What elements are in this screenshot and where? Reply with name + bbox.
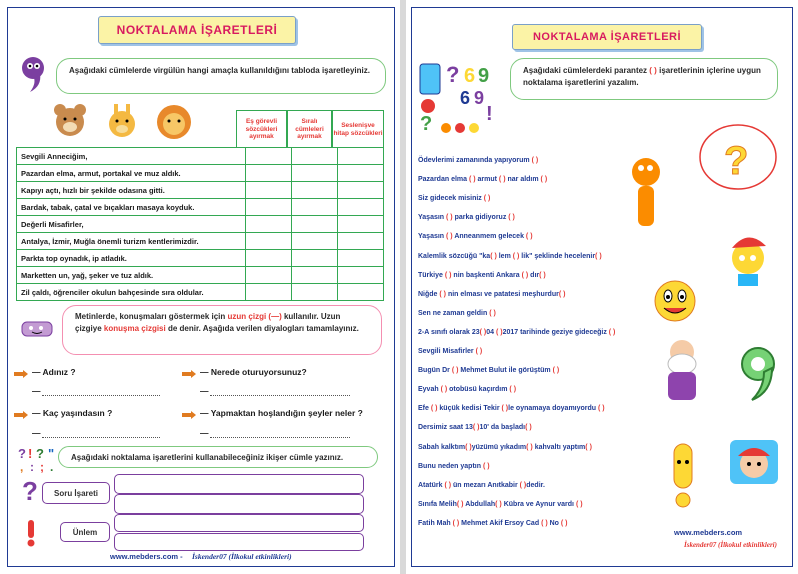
blank-parenthesis[interactable]: ( ) (440, 386, 448, 394)
left-title-banner (98, 16, 296, 44)
answer-line[interactable] (210, 436, 350, 438)
svg-text:?: ? (420, 113, 433, 135)
left-instruction: Aşağıdaki cümlelerde virgülün hangi amaçla kullanıldığını tabloda işaretleyiniz. (69, 66, 370, 75)
blank-parenthesis[interactable]: ( ) (508, 214, 515, 222)
smiley-face-icon (652, 278, 698, 324)
sentence-text: Mehmet Bulut ile görüştüm (458, 367, 553, 375)
row-sentence: Zil çaldı, öğrenciler okulun bahçesinde sıra oldular. (17, 284, 246, 301)
check-cell[interactable] (246, 250, 292, 267)
check-cell[interactable] (338, 182, 384, 199)
blank-parenthesis[interactable]: ( ) (498, 176, 506, 184)
check-cell[interactable] (338, 284, 384, 301)
sentence-line (418, 157, 538, 164)
svg-text:,: , (20, 460, 24, 473)
sentence-text: Kübra ve Aynur vardı (501, 500, 576, 508)
row-sentence: Kapıyı açtı, hızlı bir şekilde odasına gitti. (17, 182, 246, 199)
row-sentence: Marketten un, yağ, şeker ve tuz aldık. (17, 267, 246, 284)
row-sentence: Parkta top oynadık, ip atladık. (17, 250, 246, 267)
punctuation-marks-icon (16, 445, 64, 473)
sentence-text: Ödevlerimi zamanında yapıyorum (418, 157, 532, 164)
sentence-text: parka gidiyoruz (452, 214, 509, 222)
answer-line[interactable] (42, 394, 160, 396)
check-cell[interactable] (292, 267, 338, 284)
right-footer-site[interactable]: www.mebders.com (674, 528, 743, 537)
blank-parenthesis[interactable]: ( ) (585, 443, 592, 451)
sentence-text: yüzümü yıkadım (471, 443, 527, 451)
svg-text:!: ! (28, 446, 33, 461)
sentence-text: Dersimiz saat 13 (418, 424, 473, 432)
blank-parenthesis[interactable]: ( ) (444, 271, 452, 279)
blank-parenthesis[interactable]: ( ) (490, 252, 497, 260)
sentence-line (418, 424, 532, 431)
check-cell[interactable] (246, 182, 292, 199)
arrow-right-icon (14, 411, 28, 419)
svg-text:?: ? (18, 446, 26, 461)
question-sentence-2-box[interactable] (114, 494, 364, 514)
parenthesis-symbol: ( ) (649, 66, 657, 75)
question-sentence-1-box[interactable] (114, 474, 364, 494)
sentence-text: lem (496, 252, 513, 260)
arrow-right-icon (182, 370, 196, 378)
sentence-text: 2-A sınıfı olarak 23 (418, 328, 480, 336)
blank-parenthesis[interactable]: ( ) (521, 271, 529, 279)
sentence-line (418, 386, 516, 393)
write-instruction-bubble (58, 446, 378, 468)
right-instruction-bubble: Aşağıdaki cümlelerdeki parantez ( ) işaretlerinin içlerine uygun noktalama işaretlerini yazalım. (510, 58, 778, 100)
blank-parenthesis[interactable]: ( ) (439, 290, 446, 298)
dialog-answer-dash: — (32, 428, 41, 438)
row-sentence: Antalya, İzmir, Muğla önemli turizm kentlerimizdir. (17, 233, 246, 250)
row-sentence: Pazardan elma, armut, portakal ve muz aldık. (17, 165, 246, 182)
sentence-text: Abdullah (463, 500, 496, 508)
svg-text:9: 9 (474, 88, 485, 108)
sentence-text: nar aldım (505, 176, 541, 184)
blank-parenthesis[interactable]: ( ) (483, 195, 491, 203)
check-cell[interactable] (246, 148, 292, 165)
exclamation-character-icon (662, 440, 704, 510)
check-cell[interactable] (292, 250, 338, 267)
arrow-right-icon (182, 411, 196, 419)
blank-parenthesis[interactable]: ( ) (526, 443, 533, 451)
table-row (17, 284, 384, 301)
table-header-address: Seslenişve hitap sözcükleri (332, 110, 384, 148)
left-instruction-bubble (56, 58, 386, 94)
svg-text:9: 9 (478, 65, 490, 87)
check-cell[interactable] (246, 284, 292, 301)
blank-parenthesis[interactable]: ( ) (451, 367, 459, 375)
dialog-answer-dash: — (32, 386, 41, 396)
check-cell[interactable] (338, 250, 384, 267)
blank-parenthesis[interactable]: ( ) (540, 176, 548, 184)
sentence-text: Pazardan elma (418, 176, 469, 184)
row-sentence: Bardak, tabak, çatal ve bıçakları masaya koyduk. (17, 199, 246, 216)
svg-text:!: ! (486, 103, 493, 125)
blank-parenthesis[interactable]: ( ) (541, 519, 548, 527)
table-row (17, 165, 384, 182)
sentence-text: Sınıfa Melih (418, 500, 457, 508)
blank-parenthesis[interactable]: ( ) (525, 424, 532, 432)
table-row (17, 267, 384, 284)
sentence-text: Niğde (418, 290, 440, 298)
sentence-text: Yaşasın (418, 214, 447, 222)
blank-parenthesis[interactable]: ( ) (560, 519, 568, 527)
check-cell[interactable] (338, 165, 384, 182)
svg-text:?: ? (446, 62, 460, 87)
sentence-text: dedir. (526, 481, 545, 489)
check-cell[interactable] (292, 182, 338, 199)
blank-parenthesis[interactable]: ( ) (512, 252, 520, 260)
sentence-line (418, 233, 533, 240)
svg-text:?: ? (22, 476, 38, 506)
check-cell[interactable] (292, 165, 338, 182)
left-title: NOKTALAMA İŞARETLERİ (116, 23, 278, 37)
dialog-question-age: — Kaç yaşındasın ? (32, 408, 113, 418)
sentence-text: dır (528, 271, 540, 279)
sentence-text: Yaşasın (418, 233, 447, 241)
sentence-line (418, 310, 496, 317)
blank-parenthesis[interactable]: ( ) (482, 462, 490, 470)
sentence-text: lik" şeklinde hecelenir (519, 252, 596, 260)
kid-with-cap-icon (724, 228, 774, 288)
left-footer-author: İskender07 (İlkokul etkinlikleri) (192, 552, 292, 561)
sentence-line (418, 444, 592, 451)
arrow-right-icon (14, 370, 28, 378)
dash-info-bubble: Metinlerde, konuşmaları göstermek için uzun çizgi (—) kullanılır. Uzun çizgiye konuşma çizgisi de denir. Aşağıda verilen diyalogları tamamlayınız. (62, 305, 382, 355)
check-cell[interactable] (246, 199, 292, 216)
right-title-banner (512, 24, 702, 50)
blank-parenthesis[interactable]: ( ) (598, 405, 605, 413)
sentence-text: le oynamaya doyamıyordu (508, 405, 599, 413)
row-sentence: Değerli Misafirler, (17, 216, 246, 233)
punctuation-crowd-icon (416, 60, 508, 142)
blank-parenthesis[interactable]: ( ) (456, 500, 464, 508)
sentence-line (418, 520, 568, 527)
blank-parenthesis[interactable]: ( ) (479, 328, 487, 336)
blank-parenthesis[interactable]: ( ) (558, 290, 566, 298)
sentence-text: 10' da başladı (479, 424, 526, 432)
sentence-text: otobüsü kaçırdım (447, 386, 510, 394)
sentence-text: ün mezarı Anıtkabir (451, 481, 520, 489)
blank-parenthesis[interactable]: ( ) (468, 176, 476, 184)
sentence-text: Bugün Dr (418, 367, 452, 375)
sentence-text: Anneanmem gelecek (452, 233, 526, 241)
blank-parenthesis[interactable]: ( ) (472, 424, 480, 432)
sentence-line (418, 195, 490, 202)
exclamation-label-box: Ünlem (60, 522, 110, 542)
question-mark-icon (20, 476, 40, 506)
blank-parenthesis[interactable]: ( ) (489, 309, 496, 317)
check-cell[interactable] (292, 199, 338, 216)
comma-nine-icon (736, 342, 782, 404)
blank-parenthesis[interactable]: ( ) (539, 271, 546, 279)
check-cell[interactable] (338, 199, 384, 216)
blank-parenthesis[interactable]: ( ) (444, 481, 452, 489)
blank-parenthesis[interactable]: ( ) (446, 233, 453, 241)
table-row (17, 233, 384, 250)
blank-parenthesis[interactable]: ( ) (595, 252, 602, 260)
sentence-line (418, 482, 545, 489)
dash-character-icon (20, 318, 54, 340)
long-dash-term: uzun çizgi (—) (227, 312, 282, 321)
table-row (17, 216, 384, 233)
svg-text::: : (30, 460, 34, 473)
check-cell[interactable] (338, 233, 384, 250)
blank-parenthesis[interactable]: ( ) (501, 405, 509, 413)
blank-parenthesis[interactable]: ( ) (608, 328, 616, 336)
table-header-equal-words: Eş görevli sözcükleri ayırmak (236, 110, 287, 148)
right-title: NOKTALAMA İŞARETLERİ (532, 31, 682, 43)
sentence-text: 2017 tarihinde geziye gideceğiz (502, 328, 609, 336)
svg-text:;: ; (40, 460, 44, 473)
sentence-text: kahvaltı yaptım (532, 443, 586, 451)
left-footer-site[interactable]: www.mebders.com - (110, 552, 183, 561)
blank-parenthesis[interactable]: ( ) (509, 386, 517, 394)
blank-parenthesis[interactable]: ( ) (531, 157, 539, 164)
blank-parenthesis[interactable]: ( ) (465, 443, 472, 451)
question-mark-bubble-icon (628, 112, 778, 237)
write-instruction: Aşağıdaki noktalama işaretlerini kullanabileceğiniz ikişer cümle yazınız. (71, 453, 344, 462)
sentence-text: Siz gidecek misiniz (418, 195, 484, 203)
question-mark-label-box: Soru İşareti (42, 482, 110, 504)
table-row (17, 182, 384, 199)
svg-text:6: 6 (464, 65, 476, 87)
dialog-answer-dash: — (200, 428, 209, 438)
sentence-text: Mehmet Akif Ersoy Cad (459, 519, 542, 527)
table-row (17, 199, 384, 216)
blank-parenthesis[interactable]: ( ) (452, 519, 460, 527)
girl-character-icon (728, 438, 780, 486)
sentence-text: nin başkenti Ankara (451, 271, 522, 279)
check-cell[interactable] (292, 216, 338, 233)
svg-text:?: ? (36, 446, 44, 461)
svg-text:": " (48, 446, 55, 461)
exclamation-mark-icon (22, 518, 40, 548)
comma-usage-table (16, 147, 384, 301)
dialog-question-hobbies: — Yapmaktan hoşlandığın şeyler neler ? (200, 408, 363, 418)
check-cell[interactable] (292, 284, 338, 301)
sentence-text: Atatürk (418, 481, 445, 489)
sentence-text: Eyvah (418, 386, 441, 394)
check-cell[interactable] (338, 148, 384, 165)
sentence-line (418, 291, 565, 298)
sentence-line (418, 367, 559, 374)
svg-text:6: 6 (460, 88, 471, 108)
sentence-text: Sabah kalktım (418, 443, 466, 451)
sentence-text: nin elması ve patatesi meşhurdur (446, 290, 559, 298)
speech-dash-term: konuşma çizgisi (103, 324, 166, 333)
blank-parenthesis[interactable]: ( ) (475, 348, 483, 355)
check-cell[interactable] (292, 148, 338, 165)
svg-text:.: . (50, 460, 54, 473)
sentence-line (418, 329, 615, 336)
sentence-line (418, 176, 547, 183)
check-cell[interactable] (338, 267, 384, 284)
answer-line[interactable] (210, 394, 350, 396)
right-worksheet (406, 0, 798, 574)
sentence-line (418, 405, 605, 412)
exclamation-sentence-2-box[interactable] (114, 533, 364, 551)
sentence-line (418, 348, 482, 355)
sentence-text: küçük kedisi Tekir (437, 405, 502, 413)
blank-parenthesis[interactable]: ( ) (519, 481, 527, 489)
sentence-text: Bunu neden yaptın (418, 462, 483, 470)
sentence-text: Efe (418, 405, 431, 413)
sentence-line (418, 214, 515, 221)
sentence-line (418, 501, 583, 508)
check-cell[interactable] (338, 216, 384, 233)
old-man-icon (662, 334, 702, 404)
dialog-answer-dash: — (200, 386, 209, 396)
blank-parenthesis[interactable]: ( ) (446, 214, 453, 222)
check-cell[interactable] (246, 233, 292, 250)
table-header-sequential: Sıralı cümleleri ayırmak (287, 110, 332, 148)
sentence-text: Sevgili Misafirler (418, 348, 476, 355)
check-cell[interactable] (246, 267, 292, 284)
blank-parenthesis[interactable]: ( ) (430, 405, 438, 413)
dialog-question-address: — Nerede oturuyorsunuz? (200, 367, 307, 377)
svg-text:?: ? (724, 139, 749, 183)
check-cell[interactable] (246, 165, 292, 182)
sentence-text: 04 (486, 328, 496, 336)
comma-character-icon (18, 54, 48, 94)
exclamation-sentence-1-box[interactable] (114, 514, 364, 532)
blank-parenthesis[interactable]: ( ) (575, 500, 583, 508)
blank-parenthesis[interactable]: ( ) (552, 367, 560, 375)
dialog-question-name: — Adınız ? (32, 367, 76, 377)
sentence-text: Türkiye (418, 271, 445, 279)
sentence-text: Sen ne zaman geldin (418, 309, 490, 317)
sentence-text: Fatih Mah (418, 519, 453, 527)
answer-line[interactable] (42, 436, 160, 438)
sentence-text: No (547, 519, 561, 527)
check-cell[interactable] (292, 233, 338, 250)
blank-parenthesis[interactable]: ( ) (525, 233, 533, 241)
sentence-line (418, 253, 602, 260)
sentence-text: Kalemlik sözcüğü "ka (418, 252, 491, 260)
sentence-line (418, 272, 546, 279)
table-row (17, 250, 384, 267)
sentence-line (418, 463, 490, 470)
sentence-text: armut (475, 176, 499, 184)
right-footer-author: İskender07 (İlkokul etkinlikleri) (684, 541, 777, 549)
blank-parenthesis[interactable]: ( ) (495, 500, 502, 508)
row-sentence: Sevgili Anneciğim, (17, 148, 246, 165)
check-cell[interactable] (246, 216, 292, 233)
blank-parenthesis[interactable]: ( ) (495, 328, 503, 336)
table-row (17, 148, 384, 165)
animal-faces-icon (52, 102, 202, 142)
